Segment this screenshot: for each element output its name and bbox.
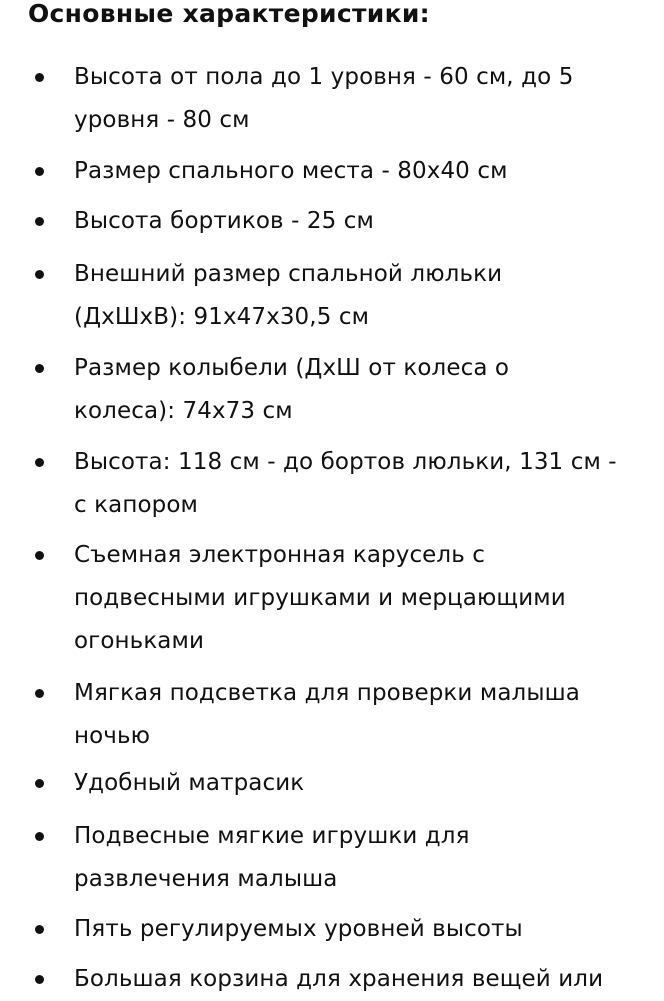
list-item-line: уровня - 80 см <box>74 107 250 133</box>
list-item <box>74 815 654 901</box>
bullet-icon <box>35 73 44 82</box>
section-title: Основные характеристики: <box>28 0 430 28</box>
list-item <box>74 200 654 243</box>
bullet-icon <box>35 975 44 984</box>
list-item-line: Высота от пола до 1 уровня - 60 см, до 5 <box>74 64 574 90</box>
bullet-icon <box>35 551 44 560</box>
list-item <box>74 150 654 193</box>
list-item <box>74 347 654 433</box>
list-item-line: Размер колыбели (ДхШ от колеса о <box>74 355 510 381</box>
list-item <box>74 672 654 758</box>
list-item <box>74 441 654 527</box>
list-item-line: Мягкая подсветка для проверки малыша <box>74 680 580 706</box>
list-item <box>74 253 654 339</box>
bullet-icon <box>35 832 44 841</box>
list-item-line: Внешний размер спальной люльки <box>74 261 503 287</box>
list-item-line: подвесными игрушками и мерцающими <box>74 585 566 611</box>
list-item-line: колеса): 74х73 см <box>74 398 293 424</box>
list-item-line: Высота: 118 см - до бортов люльки, 131 см - <box>74 449 617 475</box>
bullet-icon <box>35 458 44 467</box>
bullet-icon <box>35 689 44 698</box>
list-item <box>74 56 654 142</box>
list-item-line: Съемная электронная карусель с <box>74 542 486 568</box>
bullet-icon <box>35 779 44 788</box>
list-item-line: Пять регулируемых уровней высоты <box>74 916 523 942</box>
bullet-icon <box>35 364 44 373</box>
bullet-icon <box>35 270 44 279</box>
bullet-icon <box>35 925 44 934</box>
list-item-line: огоньками <box>74 628 205 654</box>
list-item-line: Высота бортиков - 25 см <box>74 208 374 234</box>
list-item <box>74 534 654 663</box>
list-item-line: Удобный матрасик <box>74 770 305 796</box>
list-item <box>74 762 654 805</box>
list-item-line: Размер спального места - 80х40 см <box>74 158 508 184</box>
list-item <box>74 908 654 951</box>
list-item-line: Большая корзина для хранения вещей или <box>74 966 604 992</box>
list-item-line: развлечения малыша <box>74 866 338 892</box>
list-item <box>74 958 654 1001</box>
bullet-icon <box>35 167 44 176</box>
bullet-icon <box>35 217 44 226</box>
list-item-line: Подвесные мягкие игрушки для <box>74 823 470 849</box>
list-item-line: с капором <box>74 492 198 518</box>
list-item-line: (ДхШхВ): 91х47х30,5 см <box>74 304 370 330</box>
list-item-line: ночью <box>74 723 151 749</box>
